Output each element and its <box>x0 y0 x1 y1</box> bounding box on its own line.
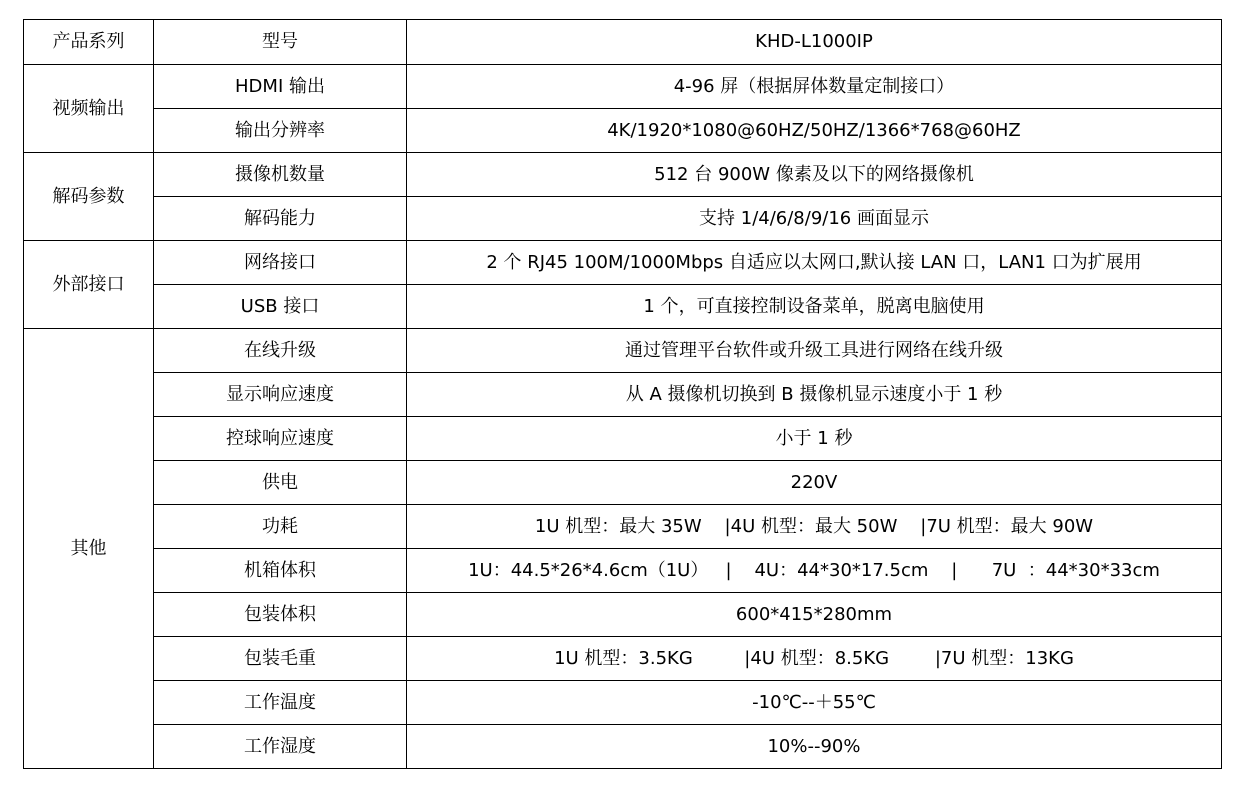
table-row <box>24 417 1222 461</box>
spec-label: 包装体积 <box>154 593 407 637</box>
spec-label: 解码能力 <box>154 197 407 241</box>
spec-value: 512 台 900W 像素及以下的网络摄像机 <box>407 153 1222 197</box>
spec-value: 1U 机型：最大 35W |4U 机型：最大 50W |7U 机型：最大 90W <box>407 505 1222 549</box>
spec-label: 供电 <box>154 461 407 505</box>
spec-label: 在线升级 <box>154 329 407 373</box>
table-row <box>24 109 1222 153</box>
table-row <box>24 153 1222 197</box>
table-row <box>24 329 1222 373</box>
spec-value: 600*415*280mm <box>407 593 1222 637</box>
table-row <box>24 373 1222 417</box>
spec-label: 显示响应速度 <box>154 373 407 417</box>
header-category: 产品系列 <box>24 20 154 65</box>
table-row <box>24 461 1222 505</box>
spec-label: USB 接口 <box>154 285 407 329</box>
spec-value: 4-96 屏（根据屏体数量定制接口） <box>407 65 1222 109</box>
spec-label: 网络接口 <box>154 241 407 285</box>
spec-label: 工作湿度 <box>154 725 407 769</box>
spec-label: 包装毛重 <box>154 637 407 681</box>
spec-value: 10%--90% <box>407 725 1222 769</box>
table-row <box>24 637 1222 681</box>
spec-label: 输出分辨率 <box>154 109 407 153</box>
table-row <box>24 549 1222 593</box>
spec-value: 1U：44.5*26*4.6cm（1U） | 4U：44*30*17.5cm | 7U ：44*30*33cm <box>407 549 1222 593</box>
spec-value: -10℃--＋55℃ <box>407 681 1222 725</box>
table-row <box>24 241 1222 285</box>
spec-label: 控球响应速度 <box>154 417 407 461</box>
spec-value: 从 A 摄像机切换到 B 摄像机显示速度小于 1 秒 <box>407 373 1222 417</box>
header-model: KHD-L1000IP <box>407 20 1222 65</box>
spec-label: 摄像机数量 <box>154 153 407 197</box>
spec-value: 4K/1920*1080@60HZ/50HZ/1366*768@60HZ <box>407 109 1222 153</box>
spec-label: HDMI 输出 <box>154 65 407 109</box>
spec-label: 工作温度 <box>154 681 407 725</box>
spec-label: 功耗 <box>154 505 407 549</box>
table-row <box>24 505 1222 549</box>
category-video-output: 视频输出 <box>24 65 154 153</box>
table-row <box>24 681 1222 725</box>
table-row <box>24 285 1222 329</box>
table-row <box>24 593 1222 637</box>
spec-value: 通过管理平台软件或升级工具进行网络在线升级 <box>407 329 1222 373</box>
header-item: 型号 <box>154 20 407 65</box>
spec-label: 机箱体积 <box>154 549 407 593</box>
table-row <box>24 197 1222 241</box>
table-row-header <box>24 20 1222 65</box>
spec-value: 小于 1 秒 <box>407 417 1222 461</box>
spec-table <box>23 19 1222 769</box>
spec-value: 220V <box>407 461 1222 505</box>
spec-value: 2 个 RJ45 100M/1000Mbps 自适应以太网口,默认接 LAN 口，LAN1 口为扩展用 <box>407 241 1222 285</box>
spec-value: 1 个，可直接控制设备菜单，脱离电脑使用 <box>407 285 1222 329</box>
spec-value: 1U 机型：3.5KG |4U 机型：8.5KG |7U 机型：13KG <box>407 637 1222 681</box>
table-row <box>24 65 1222 109</box>
category-decoding: 解码参数 <box>24 153 154 241</box>
table-row <box>24 725 1222 769</box>
category-other: 其他 <box>24 329 154 769</box>
spec-value: 支持 1/4/6/8/9/16 画面显示 <box>407 197 1222 241</box>
category-external-interface: 外部接口 <box>24 241 154 329</box>
